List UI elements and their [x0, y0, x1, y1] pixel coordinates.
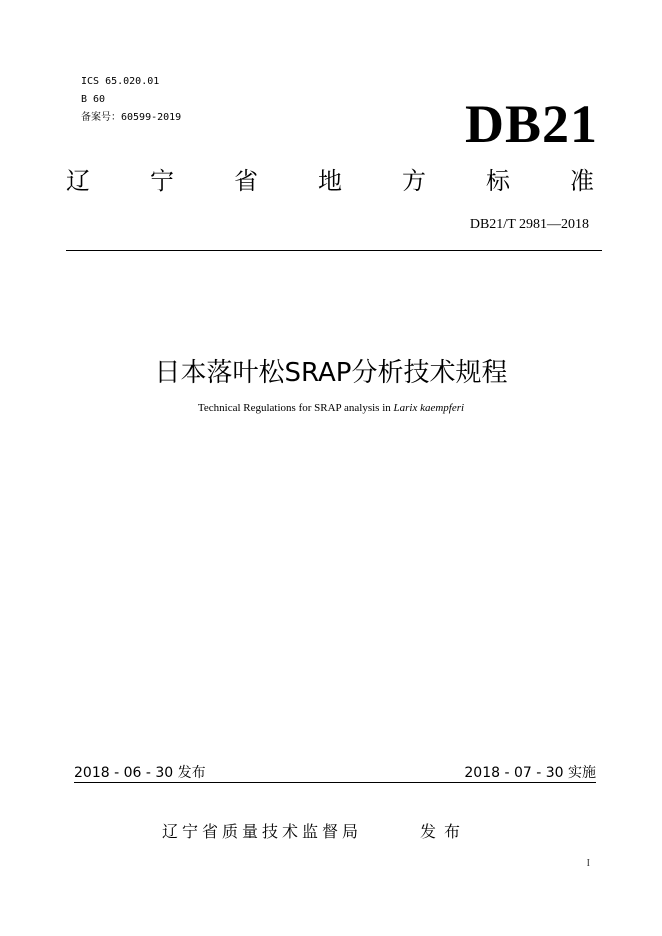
filing-number: 备案号：60599-2019	[81, 112, 182, 123]
standard-type-char: 准	[570, 167, 594, 195]
standard-number: DB21/T 2981—2018	[469, 217, 589, 232]
issue-date: 2018 - 06 - 30 发布	[74, 765, 206, 781]
standard-type-char: 宁	[150, 167, 174, 195]
standard-type-char: 标	[486, 167, 510, 195]
date-bar	[74, 764, 596, 783]
standard-type-heading	[66, 166, 594, 196]
species-name: Larix kaempferi	[393, 402, 465, 414]
standard-type-char: 地	[318, 167, 342, 195]
issuing-authority: 辽宁省质量技术监督局	[162, 822, 363, 841]
standard-type-char: 方	[402, 167, 426, 195]
standard-type-char: 省	[234, 167, 258, 195]
document-title-zh: 日本落叶松SRAP分析技术规程	[154, 358, 508, 388]
ccs-code: B 60	[81, 94, 106, 105]
standard-code-logo: DB21	[464, 94, 598, 154]
title-en-text: Technical Regulations for SRAP analysis in	[197, 402, 394, 414]
page-number: I	[586, 858, 590, 869]
standard-type-char: 辽	[66, 167, 90, 195]
ics-code: ICS 65.020.01	[81, 76, 160, 87]
document-title-en	[0, 401, 662, 415]
header-divider	[66, 250, 602, 251]
publish-label: 发布	[420, 822, 469, 841]
implement-date: 2018 - 07 - 30 实施	[464, 765, 596, 781]
